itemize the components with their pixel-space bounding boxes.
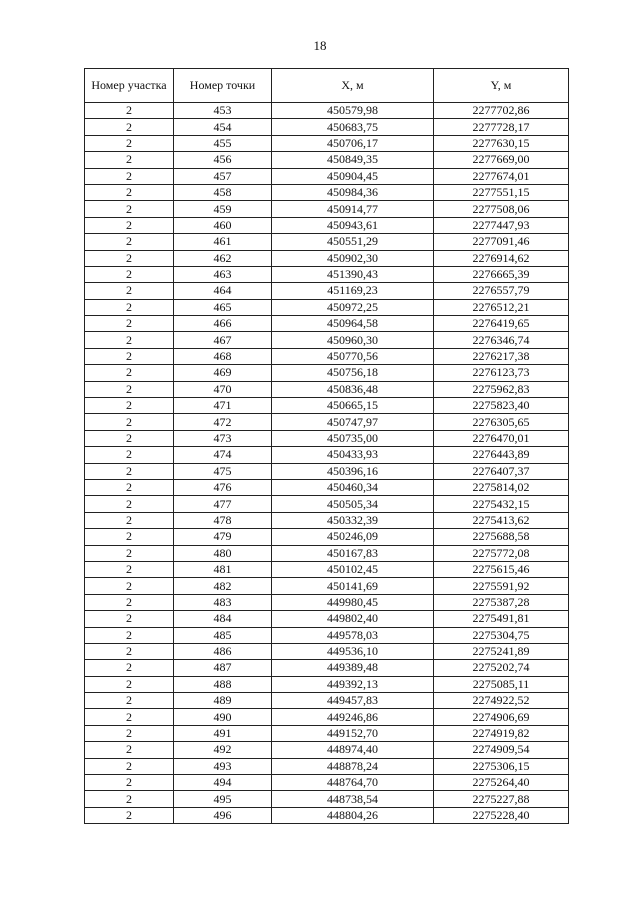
cell-y-coordinate: 2276419,65 — [434, 316, 569, 332]
cell-y-coordinate: 2275772,08 — [434, 545, 569, 561]
table-row — [85, 266, 569, 282]
cell-plot-number: 2 — [85, 627, 174, 643]
cell-y-coordinate: 2275962,83 — [434, 381, 569, 397]
cell-plot-number: 2 — [85, 660, 174, 676]
cell-point-number: 496 — [174, 807, 272, 823]
cell-y-coordinate: 2276665,39 — [434, 266, 569, 282]
cell-y-coordinate: 2275227,88 — [434, 791, 569, 807]
cell-x-coordinate: 450960,30 — [272, 332, 434, 348]
table-row — [85, 611, 569, 627]
cell-plot-number: 2 — [85, 463, 174, 479]
cell-x-coordinate: 450396,16 — [272, 463, 434, 479]
cell-plot-number: 2 — [85, 316, 174, 332]
cell-point-number: 481 — [174, 561, 272, 577]
cell-y-coordinate: 2274922,52 — [434, 693, 569, 709]
cell-x-coordinate: 450332,39 — [272, 512, 434, 528]
cell-plot-number: 2 — [85, 758, 174, 774]
cell-x-coordinate: 450460,34 — [272, 479, 434, 495]
table-row — [85, 529, 569, 545]
table-row — [85, 725, 569, 741]
cell-y-coordinate: 2277728,17 — [434, 119, 569, 135]
table-row — [85, 217, 569, 233]
cell-y-coordinate: 2275264,40 — [434, 775, 569, 791]
cell-y-coordinate: 2277447,93 — [434, 217, 569, 233]
cell-x-coordinate: 450433,93 — [272, 447, 434, 463]
table-row — [85, 201, 569, 217]
cell-point-number: 471 — [174, 398, 272, 414]
cell-plot-number: 2 — [85, 283, 174, 299]
cell-point-number: 457 — [174, 168, 272, 184]
table-row — [85, 348, 569, 364]
cell-y-coordinate: 2275304,75 — [434, 627, 569, 643]
table-row — [85, 398, 569, 414]
header-y-coordinate: Y, м — [434, 69, 569, 103]
page-number: 18 — [313, 38, 327, 53]
table-row — [85, 693, 569, 709]
cell-x-coordinate: 450756,18 — [272, 365, 434, 381]
cell-x-coordinate: 450770,56 — [272, 348, 434, 364]
coordinates-table — [84, 68, 569, 824]
table-row — [85, 119, 569, 135]
table-row — [85, 447, 569, 463]
table-row — [85, 463, 569, 479]
cell-y-coordinate: 2277669,00 — [434, 152, 569, 168]
cell-y-coordinate: 2276123,73 — [434, 365, 569, 381]
table-row — [85, 643, 569, 659]
cell-y-coordinate: 2276443,89 — [434, 447, 569, 463]
cell-point-number: 478 — [174, 512, 272, 528]
table-row — [85, 299, 569, 315]
cell-x-coordinate: 449392,13 — [272, 676, 434, 692]
table-row — [85, 775, 569, 791]
table-row — [85, 578, 569, 594]
cell-x-coordinate: 449802,40 — [272, 611, 434, 627]
cell-plot-number: 2 — [85, 496, 174, 512]
cell-plot-number: 2 — [85, 512, 174, 528]
cell-plot-number: 2 — [85, 725, 174, 741]
cell-plot-number: 2 — [85, 201, 174, 217]
cell-y-coordinate: 2276407,37 — [434, 463, 569, 479]
cell-point-number: 454 — [174, 119, 272, 135]
cell-point-number: 463 — [174, 266, 272, 282]
cell-y-coordinate: 2277091,46 — [434, 234, 569, 250]
cell-point-number: 458 — [174, 184, 272, 200]
cell-point-number: 453 — [174, 103, 272, 119]
cell-y-coordinate: 2275241,89 — [434, 643, 569, 659]
cell-point-number: 459 — [174, 201, 272, 217]
cell-x-coordinate: 449246,86 — [272, 709, 434, 725]
cell-x-coordinate: 448878,24 — [272, 758, 434, 774]
header-point-number: Номер точки — [174, 69, 272, 103]
cell-plot-number: 2 — [85, 578, 174, 594]
cell-plot-number: 2 — [85, 594, 174, 610]
table-row — [85, 168, 569, 184]
cell-plot-number: 2 — [85, 250, 174, 266]
cell-y-coordinate: 2274906,69 — [434, 709, 569, 725]
cell-y-coordinate: 2275491,81 — [434, 611, 569, 627]
table-row — [85, 709, 569, 725]
cell-x-coordinate: 448804,26 — [272, 807, 434, 823]
cell-y-coordinate: 2277551,15 — [434, 184, 569, 200]
cell-plot-number: 2 — [85, 414, 174, 430]
cell-y-coordinate: 2275085,11 — [434, 676, 569, 692]
cell-y-coordinate: 2275688,58 — [434, 529, 569, 545]
table-row — [85, 152, 569, 168]
cell-point-number: 470 — [174, 381, 272, 397]
cell-point-number: 487 — [174, 660, 272, 676]
cell-plot-number: 2 — [85, 709, 174, 725]
cell-point-number: 464 — [174, 283, 272, 299]
cell-x-coordinate: 450683,75 — [272, 119, 434, 135]
table-body — [85, 103, 569, 824]
cell-point-number: 477 — [174, 496, 272, 512]
cell-y-coordinate: 2276512,21 — [434, 299, 569, 315]
cell-plot-number: 2 — [85, 447, 174, 463]
cell-plot-number: 2 — [85, 430, 174, 446]
table-row — [85, 365, 569, 381]
cell-y-coordinate: 2276346,74 — [434, 332, 569, 348]
header-x-coordinate: X, м — [272, 69, 434, 103]
cell-point-number: 461 — [174, 234, 272, 250]
table-row — [85, 184, 569, 200]
table-row — [85, 381, 569, 397]
cell-plot-number: 2 — [85, 479, 174, 495]
table-row — [85, 414, 569, 430]
cell-point-number: 474 — [174, 447, 272, 463]
cell-x-coordinate: 450972,25 — [272, 299, 434, 315]
cell-x-coordinate: 450246,09 — [272, 529, 434, 545]
cell-y-coordinate: 2276470,01 — [434, 430, 569, 446]
cell-point-number: 465 — [174, 299, 272, 315]
cell-plot-number: 2 — [85, 184, 174, 200]
cell-x-coordinate: 450665,15 — [272, 398, 434, 414]
table-row — [85, 594, 569, 610]
cell-point-number: 455 — [174, 135, 272, 151]
cell-point-number: 484 — [174, 611, 272, 627]
cell-x-coordinate: 449152,70 — [272, 725, 434, 741]
cell-y-coordinate: 2275228,40 — [434, 807, 569, 823]
cell-plot-number: 2 — [85, 611, 174, 627]
table-row — [85, 283, 569, 299]
cell-y-coordinate: 2275413,62 — [434, 512, 569, 528]
cell-x-coordinate: 450943,61 — [272, 217, 434, 233]
cell-y-coordinate: 2277702,86 — [434, 103, 569, 119]
cell-plot-number: 2 — [85, 398, 174, 414]
cell-plot-number: 2 — [85, 381, 174, 397]
cell-plot-number: 2 — [85, 561, 174, 577]
cell-x-coordinate: 450836,48 — [272, 381, 434, 397]
cell-plot-number: 2 — [85, 545, 174, 561]
cell-x-coordinate: 450102,45 — [272, 561, 434, 577]
table-row — [85, 103, 569, 119]
table-row — [85, 135, 569, 151]
cell-point-number: 472 — [174, 414, 272, 430]
cell-point-number: 480 — [174, 545, 272, 561]
cell-point-number: 490 — [174, 709, 272, 725]
table-row — [85, 430, 569, 446]
cell-point-number: 469 — [174, 365, 272, 381]
cell-point-number: 462 — [174, 250, 272, 266]
cell-x-coordinate: 451390,43 — [272, 266, 434, 282]
cell-y-coordinate: 2276305,65 — [434, 414, 569, 430]
table-row — [85, 660, 569, 676]
cell-y-coordinate: 2277674,01 — [434, 168, 569, 184]
cell-point-number: 473 — [174, 430, 272, 446]
cell-plot-number: 2 — [85, 676, 174, 692]
cell-x-coordinate: 448974,40 — [272, 742, 434, 758]
table-row — [85, 758, 569, 774]
cell-x-coordinate: 449536,10 — [272, 643, 434, 659]
cell-y-coordinate: 2275306,15 — [434, 758, 569, 774]
cell-y-coordinate: 2274909,54 — [434, 742, 569, 758]
cell-plot-number: 2 — [85, 103, 174, 119]
table-row — [85, 545, 569, 561]
cell-point-number: 483 — [174, 594, 272, 610]
cell-point-number: 488 — [174, 676, 272, 692]
cell-point-number: 493 — [174, 758, 272, 774]
cell-point-number: 486 — [174, 643, 272, 659]
cell-x-coordinate: 450849,35 — [272, 152, 434, 168]
cell-x-coordinate: 448738,54 — [272, 791, 434, 807]
table-row — [85, 807, 569, 823]
cell-plot-number: 2 — [85, 234, 174, 250]
cell-plot-number: 2 — [85, 217, 174, 233]
cell-x-coordinate: 451169,23 — [272, 283, 434, 299]
cell-plot-number: 2 — [85, 742, 174, 758]
table-header-row — [85, 69, 569, 103]
cell-y-coordinate: 2275387,28 — [434, 594, 569, 610]
cell-plot-number: 2 — [85, 693, 174, 709]
cell-x-coordinate: 448764,70 — [272, 775, 434, 791]
cell-point-number: 485 — [174, 627, 272, 643]
table-row — [85, 250, 569, 266]
cell-plot-number: 2 — [85, 299, 174, 315]
cell-x-coordinate: 450747,97 — [272, 414, 434, 430]
cell-plot-number: 2 — [85, 119, 174, 135]
cell-plot-number: 2 — [85, 807, 174, 823]
cell-plot-number: 2 — [85, 266, 174, 282]
cell-point-number: 489 — [174, 693, 272, 709]
cell-x-coordinate: 450735,00 — [272, 430, 434, 446]
cell-point-number: 475 — [174, 463, 272, 479]
table-row — [85, 627, 569, 643]
cell-point-number: 494 — [174, 775, 272, 791]
table-row — [85, 742, 569, 758]
cell-x-coordinate: 450579,98 — [272, 103, 434, 119]
table-row — [85, 496, 569, 512]
cell-y-coordinate: 2275615,46 — [434, 561, 569, 577]
table-row — [85, 512, 569, 528]
table-row — [85, 234, 569, 250]
cell-plot-number: 2 — [85, 135, 174, 151]
cell-y-coordinate: 2275823,40 — [434, 398, 569, 414]
cell-x-coordinate: 449457,83 — [272, 693, 434, 709]
table-row — [85, 561, 569, 577]
cell-point-number: 476 — [174, 479, 272, 495]
cell-y-coordinate: 2275591,92 — [434, 578, 569, 594]
cell-x-coordinate: 450904,45 — [272, 168, 434, 184]
table-row — [85, 676, 569, 692]
cell-point-number: 466 — [174, 316, 272, 332]
cell-y-coordinate: 2274919,82 — [434, 725, 569, 741]
cell-x-coordinate: 450551,29 — [272, 234, 434, 250]
cell-y-coordinate: 2276217,38 — [434, 348, 569, 364]
cell-point-number: 492 — [174, 742, 272, 758]
cell-plot-number: 2 — [85, 791, 174, 807]
cell-plot-number: 2 — [85, 643, 174, 659]
cell-point-number: 491 — [174, 725, 272, 741]
cell-plot-number: 2 — [85, 365, 174, 381]
cell-x-coordinate: 450167,83 — [272, 545, 434, 561]
cell-x-coordinate: 450984,36 — [272, 184, 434, 200]
cell-y-coordinate: 2275814,02 — [434, 479, 569, 495]
cell-point-number: 467 — [174, 332, 272, 348]
header-plot-number: Номер участка — [85, 69, 174, 103]
cell-x-coordinate: 449389,48 — [272, 660, 434, 676]
cell-plot-number: 2 — [85, 332, 174, 348]
cell-point-number: 482 — [174, 578, 272, 594]
cell-point-number: 460 — [174, 217, 272, 233]
cell-plot-number: 2 — [85, 775, 174, 791]
cell-y-coordinate: 2277508,06 — [434, 201, 569, 217]
table-row — [85, 479, 569, 495]
cell-plot-number: 2 — [85, 529, 174, 545]
cell-x-coordinate: 450902,30 — [272, 250, 434, 266]
cell-y-coordinate: 2275202,74 — [434, 660, 569, 676]
cell-y-coordinate: 2275432,15 — [434, 496, 569, 512]
cell-y-coordinate: 2277630,15 — [434, 135, 569, 151]
cell-point-number: 495 — [174, 791, 272, 807]
cell-x-coordinate: 450914,77 — [272, 201, 434, 217]
cell-point-number: 468 — [174, 348, 272, 364]
cell-x-coordinate: 450706,17 — [272, 135, 434, 151]
table-row — [85, 316, 569, 332]
cell-plot-number: 2 — [85, 152, 174, 168]
cell-y-coordinate: 2276557,79 — [434, 283, 569, 299]
cell-y-coordinate: 2276914,62 — [434, 250, 569, 266]
cell-x-coordinate: 450505,34 — [272, 496, 434, 512]
cell-x-coordinate: 450964,58 — [272, 316, 434, 332]
cell-plot-number: 2 — [85, 348, 174, 364]
table-row — [85, 332, 569, 348]
cell-point-number: 479 — [174, 529, 272, 545]
table-row — [85, 791, 569, 807]
cell-point-number: 456 — [174, 152, 272, 168]
cell-x-coordinate: 449980,45 — [272, 594, 434, 610]
cell-x-coordinate: 450141,69 — [272, 578, 434, 594]
cell-plot-number: 2 — [85, 168, 174, 184]
cell-x-coordinate: 449578,03 — [272, 627, 434, 643]
